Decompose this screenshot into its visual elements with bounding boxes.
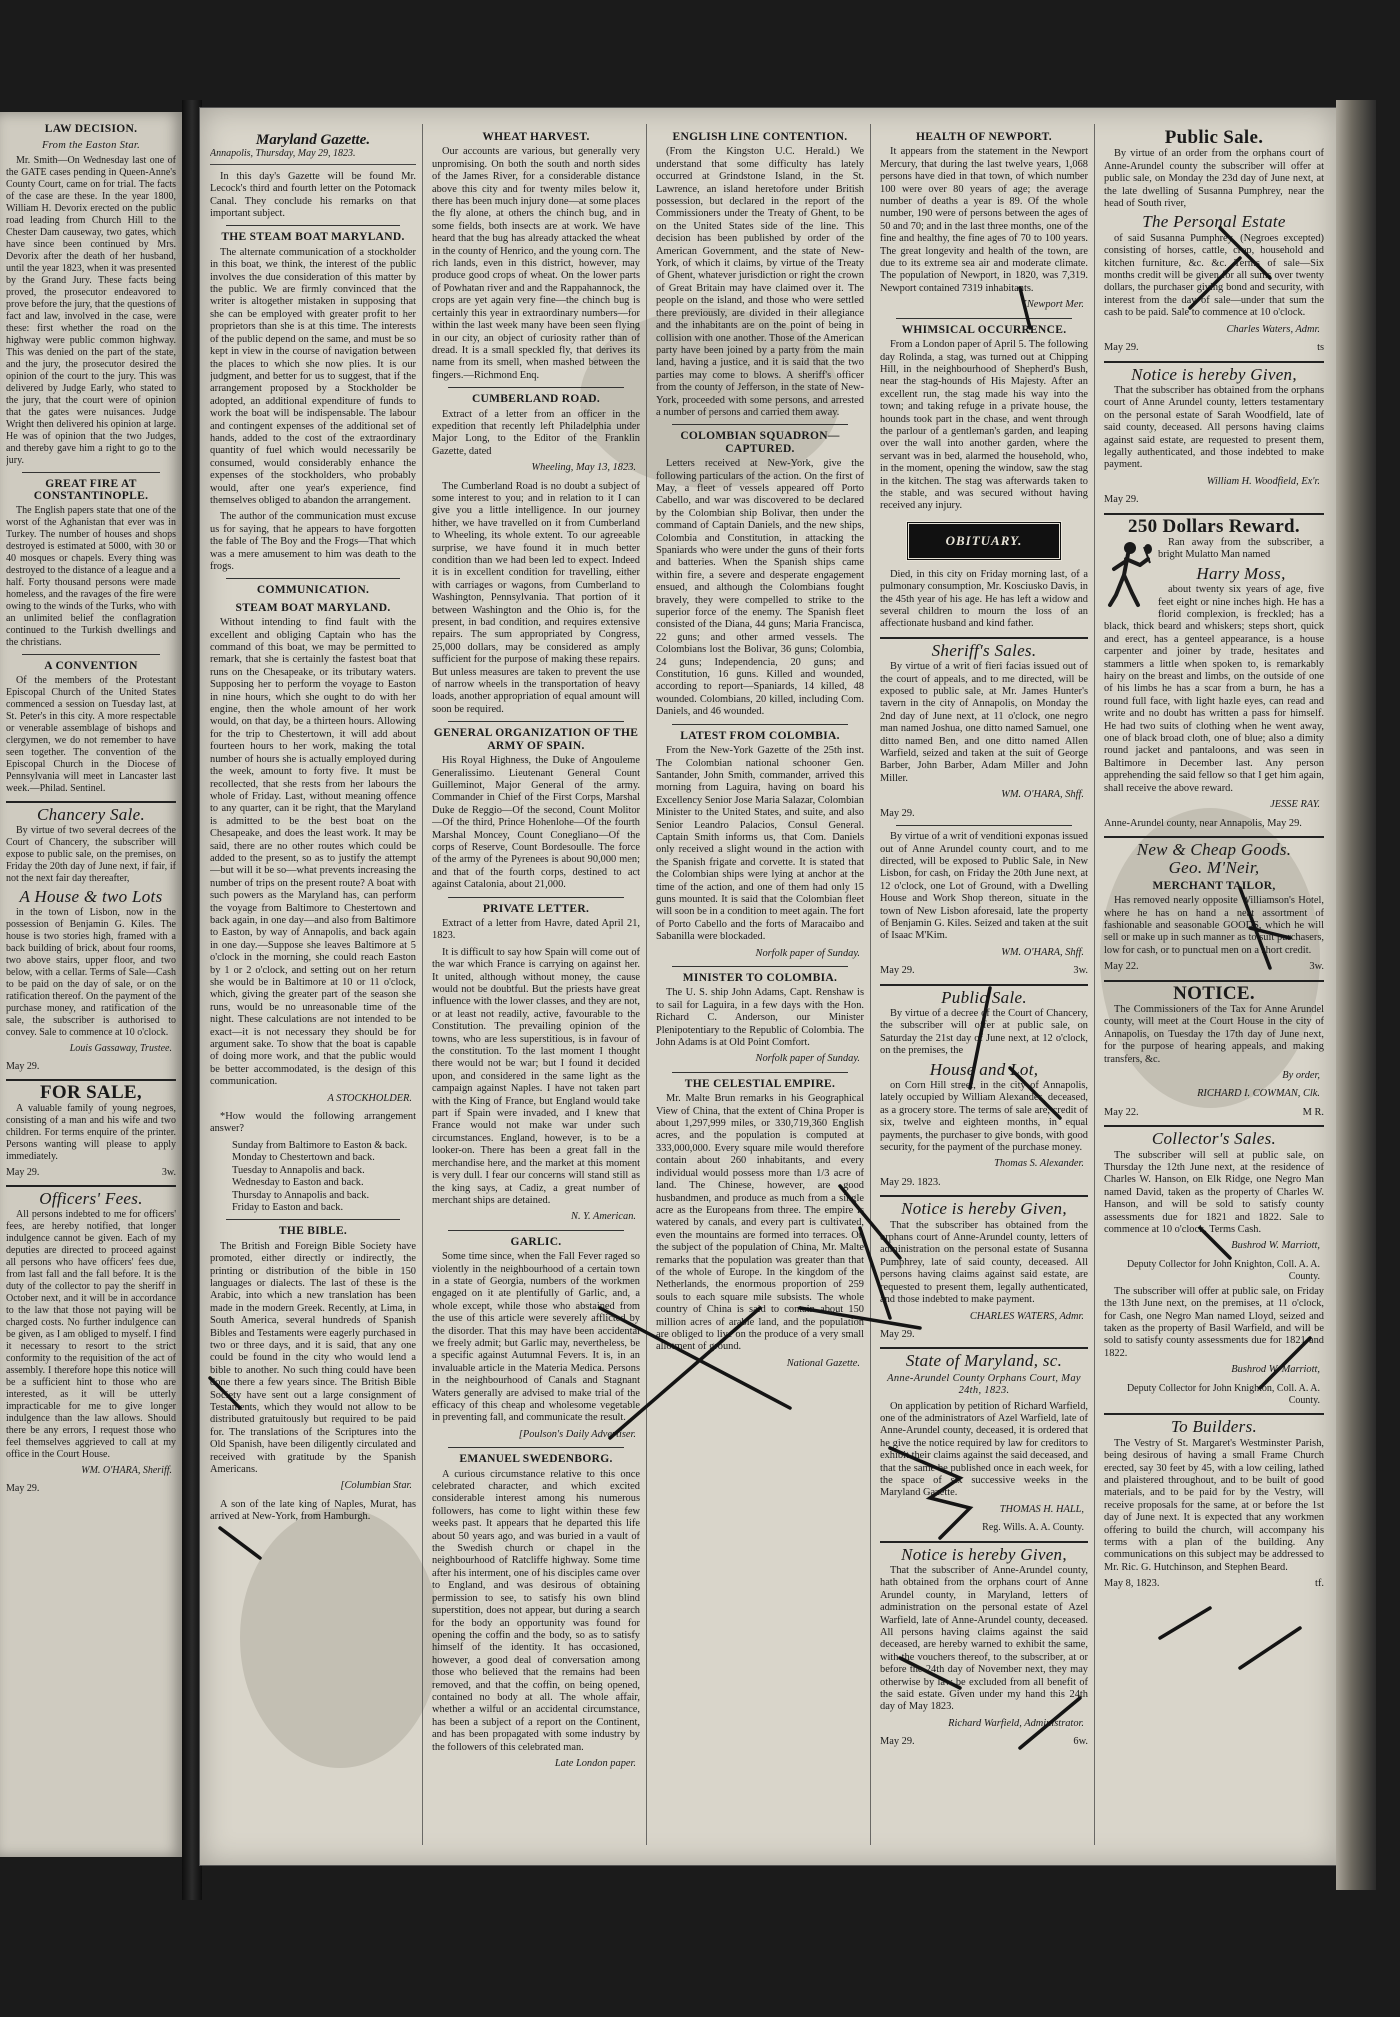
- divider: [672, 424, 848, 425]
- notice-3-signature: RICHARD I. COWMAN, Clk.: [1197, 1088, 1320, 1100]
- public-sale-heading: Public Sale.: [941, 987, 1027, 1007]
- goods-date: May 22. 3w.: [1104, 961, 1324, 973]
- notice-2-text: That the subscriber of Anne-Arundel county, hath obtained from the orphans court of Anne Arundel county, in Maryland, letters of administration on the personal estate of Azel Warfield, late of Anne-Arundel county, deceased. All persons having claims against the said deceased, are hereby warned to exhibit the same, with the vouchers thereof, to the subscriber, at or before the 24th day of November next, they may otherwise by law be excluded from all benefit of the said estate. Given under my hand this 24th day of May 1823.: [880, 1565, 1088, 1713]
- colombian-squadron-heading: COLOMBIAN SQUADRON—CAPTURED.: [680, 430, 840, 455]
- arrangement-line: Friday to Easton and back.: [232, 1201, 344, 1213]
- wheat-text: Our accounts are various, but generally very unpromising. On both the south and north sides of the James River, for a considerable distance above this city and for twenty miles below it, there has been much injury done—at some places the fly alone, at others the chinch bug, and in some fields, both insects are at work. We have heard that the bug has already attacked the wheat in the county of Henrico, and the young corn. The rich lands, even in this district, however, may produce good crops of wheat. On the lower parts of Powhatan river and and the Rappahannock, the crops are yet again very fine—the chinch bug is certainly this year in extraordinary numbers—for within the last week many have been seen flying in our city, an object of curiosity rather than of dread. It is a small speckled fly, that derives its name from its smell, when mashed between the fingers.—Richmond Enq.: [432, 146, 640, 381]
- page-edge: [1336, 100, 1376, 1890]
- divider: [448, 721, 624, 722]
- boundary-heading: ENGLISH LINE CONTENTION.: [672, 131, 848, 143]
- bible-text: The British and Foreign Bible Society have promoted, either directly or indirectly, the printing or distribution of the bible in 150 languages or dialects. The last of these is the Arabic, into which a new translation has been made in the modern Greek. Recently, at Lima, in South America, several hundreds of Spanish Bibles and Testaments were eagerly purchased in two or three days, and it is said, that any one could be found in the city who would lend a bible to another. No such thing could have been done there a few years since. The British Bible Society have sent out a large consignment of Testaments, which they would not allow to be distributed gratuitously but required to be paid for. The translations of the Scriptures into the Old Spanish, have been diligently circulated and received with gratitude by the Spanish Americans.: [210, 1240, 416, 1476]
- collector-heading: Collector's Sales.: [1151, 1129, 1277, 1149]
- chancery-text: By virtue of two several decrees of the Court of Chancery, the subscriber will expose to public sale, on the premises, on Friday the 20th day of June next, if fair, if not the next fair day thereafter,: [6, 825, 176, 884]
- house-date: May 29.: [6, 1061, 40, 1072]
- officers-date: May 29.: [6, 1483, 40, 1494]
- house-lot-heading: House and Lot,: [929, 1059, 1039, 1079]
- final-note: A son of the late king of Naples, Murat, has arrived at New-York, from Hamburgh.: [210, 1498, 416, 1523]
- notice-date: May 29.: [880, 1328, 915, 1340]
- bible-heading: THE BIBLE.: [278, 1225, 348, 1238]
- divider: [22, 654, 160, 655]
- whimsical-text: From a London paper of April 5. The following day Rolinda, a stag, was turned out at Chipping Hill, in the neighbourhood of Shepherd's Bush, near the stag-hounds of His Majesty. After an excellent run, the stag made his way into the town; and taking refuge in a private house, the hounds took part in the chase, and went through the parlour of a gentleman's garden, and leaping over the wall into another garden, where the servant was in bed, alarmed the household, who, in the moment, opening the window, saw the stag in the kitchen. The stag was afterwards taken to the stable, and was secured without having received any injury.: [880, 339, 1088, 512]
- divider: [1104, 513, 1324, 515]
- boundary-text: (From the Kingston U.C. Herald.) We understand that some difficulty has lately occurred at Grindstone Island, in the St. Lawrence, an island heretofore under British possession, but declared in the report of the Commissioners under the Treaty of Ghent, to be on the United States side of the line. This decision has been published by order of the American Government, and the state of New-York, of which it claims, by virtue of the Treaty of Ghent, whatever jurisdiction or right the crown of Great Britain may have claimed over it. The people on the island, and those who were settled there previously, are divided in their allegiance and the inhabitants are on the point of being in collision with one another. Those of the American party have been joined by a party from the main land, having a justice, and it is said that the two parties may come to blows. A sheriff's officer from the county of Jefferson, in the state of New-York, proceeded with some persons, and arrested a number of persons and carried them away.: [656, 146, 864, 418]
- divider: [880, 637, 1088, 639]
- garlic-heading: GARLIC.: [510, 1235, 562, 1248]
- garlic-text: Some time since, when the Fall Fever raged so violently in the neighbourhood of a certain town in a state of Georgia, numbers of the workmen engaged on it ate plentifully of Garlic, and, a whole except, while those who abstained from the use of this article were severely afflicted by the disorder. That this may have been accidental we freely admit; but Garlic may, nevertheless, be a specific against Autumnal Fevers. It is, in an invaluable article in the Materia Medica. Persons in the neighbourhood of Canals and Stagnant Waters generally are advised to make trial of the efficacy of this cheap and wholesome vegetable in preventing fall, and communicate the result.: [432, 1251, 640, 1424]
- goods-heading: New & Cheap Goods.: [1136, 839, 1292, 859]
- arrangement-heading: *How would the following arrangement answer?: [210, 1111, 416, 1135]
- forsale-text: A valuable family of young negroes, consisting of a man and his wife and two children. For terms enquire of the printer. Persons wanting will please to apply immediately.: [6, 1103, 176, 1162]
- divider: [448, 387, 624, 388]
- convention-heading: A CONVENTION: [44, 660, 138, 672]
- goods-text: Has removed nearly opposite Williamson's Hotel, where he has on hand a neat assortment of fashionable and seasonable GOODS, which he will sell or make up in such manner as to suit purchasers, low for cash, or to punctual men on a short credit.: [1104, 895, 1324, 956]
- column-rule: [870, 124, 871, 1845]
- column-3: [656, 126, 864, 1845]
- swedenborg-heading: EMANUEL SWEDENBORG.: [459, 1453, 613, 1466]
- personal-estate-date: May 29. ts: [1104, 342, 1324, 354]
- column-rule: [646, 124, 647, 1845]
- reward-text: Ran away from the subscriber, a bright Mulatto Man named: [1158, 536, 1324, 561]
- sheriff-sales-signature: WM. O'HARA, Shff.: [1001, 789, 1084, 801]
- column-4: [880, 126, 1088, 1845]
- private-letter-heading: PRIVATE LETTER.: [482, 902, 590, 915]
- empire-source: National Gazette.: [786, 1357, 860, 1369]
- divider: [226, 1219, 400, 1220]
- communication-text: Without intending to find fault with the excellent and obliging Captain who has the command of this boat, we may be permitted to remark, that she is certainly the fastest boat that runs on the Chesapeake, or its tributary waters. Supposing her to perform the voyage to Easton in nine hours, which she ought to do with her engine, then the whole amount of her work would, on that day, be a thirteen hours. Allowing for the trip to Chestertown, it will add about fourteen hours to her work, making the total number of hours she is actually employed during the week, amount to forty five. It must be recollected, that she rests from her labours the whole of Friday. Last, without meaning offence to any quarter, can it be right, that the Maryland is admitted to be the best boat on the Chesapeake, and does the least work. It may be said, there are no other routes which could be added to the present, so as to justify the attempt—but will it be so—what prevents increasing the number of trips on the present route? A boat with such powers as the Maryland has, can perform the voyage from Baltimore to Chestertown and back again, in one day—and also from Baltimore to Easton, by way of Annapolis, and back again in one day.—Suppose she leaves Baltimore at 5 o'clock in the morning, she could reach Easton by 1 or 2 o'clock, and setting out on her return she would be in Baltimore at 10 or 11 o'clock, which, giving the greater part of the season she runs, would be no unreasonable time of the night. These calculations are not intended to be exact—it is not necessary they should be for argument sake. To show that the boat is capable of doing more work, and that the public would be better accommodated, is the design of this communication.: [210, 617, 416, 1088]
- reward-text-2: about twenty six years of age, five feet eight or nine inches high. He has a florid complexion, is freckled; has a black, thick beard and whiskers; steps short, quick and erect, has a genteel appearance, is a house carpenter and joiner by trade, hesitates and stammers a little when spoken to, is remarkably hairy on the breast and limbs, on the outside of one of his limbs he has a scar from a burn, he has a round full face, with light hazle eyes, can read and write and no doubt has written a pass for himself. He had two suits of clothing when he went away, one of black broad cloth, one of blue; also a dimity round jacket and pantaloons, and was seen in Baltimore in December last. Any person apprehending the said fellow so that I get him again, shall receive the above reward.: [1104, 584, 1324, 794]
- spain-text: His Royal Highness, the Duke of Angouleme Generalissimo. Lieutenant General Count Guilleminot, Major General of the army. Commander in Chief of the First Corps, Marshal Duke de Reggio—Of the second, Count Molitor—Of the third, Prince Hohenlohe—Of the fourth Marshal Moncey, Count Conegliano—Of the corps of Reserve, Count Bordesoulle. The force of the army of the Pyrenees is about 90,000 men; and that of the fourth corps, destined to act against Catalonia, about 21,000.: [432, 755, 640, 891]
- arrangement-line: Wednesday to Easton and back.: [232, 1177, 364, 1189]
- empire-text: Mr. Malte Brun remarks in his Geographical View of China, that the extent of China Proper is about 1,297,999 miles, or 330,719,360 English acres, and the population is computed at 333,000,000. Every square mile would therefore contain about 260 inhabitants, and every individual would possess more than 1/3 acre of land. The Chinese, however, are good husbandmen, and produce as much from a single acre as the Europeans from three. The empire is watered by canals, and every part is cultivated, even the mountains are formed into terraces. On the subject of the population of China, Mr. Malte remarks that the population was greater than that of the whole of Europe. In the kingdom of the Netherlands, the enormous proportion of 259 souls to each square mile subsists. The whole country of China is said to contain about 150 million acres of arable land, and the population are obliged to live on the produce of a very small allotment of ground.: [656, 1093, 864, 1353]
- divider: [880, 1541, 1088, 1543]
- venditioni-signature: WM. O'HARA, Shff.: [1001, 946, 1084, 958]
- colombian-squadron-text: Letters received at New-York, give the following particulars of the action. On the first of May, a fleet of vessels appeared off Porto Cabello, and war was discovered to be declared by the Colombian ship Bolivar, then under the command of Captain Daniels, and the new ships, Colombia and Constitution, in attacking the Spaniards who were under the guns of their forts and batteries. When the Spanish ships came within fire, a severe and desperate engagement ensued, and although the Colombians fought bravely, they were compelled to strike to the superior force of the enemy. The Spanish fleet consisted of the Diana, 44 guns; Maria Francisca, 22 guns; and other armed vessels. The Colombians lost the Bolivar, 36 guns; Colombia, 24 guns; Independencia, 20 guns; and Constitution, 16 guns. Killed and wounded, according to report—Spaniards, 14 killed, 48 wounded. Colombians, 20 killed, including Com. Daniels, and 46 wounded.: [656, 458, 864, 718]
- wheat-heading: WHEAT HARVEST.: [482, 131, 590, 143]
- health-text: It appears from the statement in the Newport Mercury, that during the last twelve years, 1,068 persons have died in that town, of which number 100 were over 80 years of age; the average number of deaths a year is 89. Of the whole number, 190 were of persons between the ages of 50 and 70; and in the last three months, one of the fine and healthy, the fine ages of 70 to 100 years. The great longevity and health of the town, are due to its extreme sea air and moderate climate. The population of Newport, in 1820, was 7,319. Newport contained 7319 inhabitants.: [880, 146, 1088, 294]
- spain-heading: GENERAL ORGANIZATION OF THE ARMY OF SPAIN.: [433, 727, 639, 752]
- divider: [1104, 836, 1324, 838]
- reward-heading: 250 Dollars Reward.: [1128, 515, 1300, 537]
- latest-colombia-source: Norfolk paper of Sunday.: [755, 947, 860, 959]
- minister-source: Norfolk paper of Sunday.: [755, 1053, 860, 1065]
- runaway-figure-icon: [1104, 539, 1152, 609]
- notice-heading: Notice is hereby Given,: [901, 1199, 1067, 1219]
- minister-text: The U. S. ship John Adams, Capt. Renshaw is to sail for Laguira, in a few days with the Hon. Richard C. Anderson, our Minister Plenipotentiary to the Republic of Colombia. The John Adams is at Old Point Comfort.: [656, 987, 864, 1049]
- divider: [1104, 1125, 1324, 1127]
- law-decision-source: From the Easton Star.: [41, 140, 141, 151]
- notice-3-date: May 22. M R.: [1104, 1106, 1324, 1118]
- forsale-heading: FOR SALE,: [40, 1082, 142, 1103]
- steamboat-heading: THE STEAM BOAT MARYLAND.: [221, 231, 405, 244]
- divider: [226, 225, 400, 226]
- builders-text: The Vestry of St. Margaret's Westminster Parish, being desirous of having a small Frame Church erected, say 30 feet by 45, with a low ceiling, lathed and plaistered throughout, and to be built of good materials, and to be paid for by the Vestry, will receive proposals for the same, at or before the 1st day of June next. It is expected that any workmen offering to build the church, will accompany his terms with a plan of the building. Any communications on this subject may be addressed to Mr. Ric. G. Hutchinson, and Stephen Beard.: [1104, 1437, 1324, 1573]
- divider: [448, 1230, 624, 1231]
- divider: [880, 1347, 1088, 1349]
- divider: [6, 801, 176, 803]
- column-2: [432, 126, 640, 1845]
- state-heading: State of Maryland, sc.: [905, 1351, 1063, 1371]
- notice-2-heading: Notice is hereby Given,: [901, 1544, 1067, 1564]
- column-rule: [1094, 124, 1095, 1845]
- reward-signature: JESSE RAY.: [1270, 799, 1320, 811]
- masthead: Maryland Gazette.: [255, 132, 371, 148]
- divider: [880, 984, 1088, 986]
- steamboat-text: The alternate communication of a stockholder in this boat, we think, the interest of the public involves the due consideration of this matter by the public. We are firmly convinced that the writer is altogether mistaken in supposing that she can be employed with greater profit to her proprietors than she is at this time. The interests of the public depend on the same, and must be so kept in view in the course of navigation between the places to which she now plies. It is our judgment, and better for us to suggest, that if the arrangement proposed by a Stockholder be adopted, an additional expenditure of funds to work the boat will be indispensable. The labour and contingent expenses of the additional set of hands, added to the cost of the extraordinary quantity of fuel which would necessarily be consumed, would considerably enhance the expenses of the stockholders, who probably would, after one year's experience, find themselves obliged to abandon the arrangement.: [210, 246, 416, 506]
- divider: [672, 724, 848, 725]
- state-subheading: Anne-Arundel County Orphans Court, May 24th, 1823.: [887, 1372, 1081, 1397]
- house-lot-date: May 29. 1823.: [880, 1176, 941, 1188]
- arrangement-line: Sunday from Baltimore to Easton & back.: [232, 1139, 408, 1151]
- officers-text: All persons indebted to me for officers' fees, are hereby notified, that longer indulgence cannot be given. Each of my deputies are directed to proceed against all persons who have officers' fees due, from last fall and the fall before. It is the duty of the collector to pay the sheriff in October next, and it will be in accordance to the law that those not paying will be charged costs. No further indulgence can be given, as I am obliged to myself. I find it necessary to resort to the strict conformity to the requisition of the act of assembly. I therefore hope this notice will be a sufficient hint to those who are interested, as it will be utterly impracticable for me to give longer indulgence than the law allows. Should there be any errors, I request those who feel themselves aggrieved to call at my office in the Court House.: [6, 1209, 176, 1460]
- public-sale-text: By virtue of an order from the orphans court of Anne-Arundel county the subscriber will offer at public sale, on Monday the 23d day of June next, at the late dwelling of Susanna Pumphrey, near the head of South river,: [1104, 148, 1324, 210]
- goods-title: MERCHANT TAILOR,: [1152, 879, 1276, 892]
- officers-signature: WM. O'HARA, Sheriff.: [81, 1465, 172, 1476]
- house-heading: A House & two Lots: [19, 887, 163, 906]
- dateline: Annapolis, Thursday, May 29, 1823.: [210, 148, 416, 164]
- divider: [1104, 361, 1324, 363]
- house-lot-text: on Corn Hill street, in the city of Annapolis, lately occupied by William Alexander, deceased, as a grocery store. The terms of sale are, credit of six, twelve and eighteen months, in equal payments, the purchaser to give bonds, with good security, for the payment of the purchase money.: [880, 1080, 1088, 1154]
- divider: [226, 578, 400, 579]
- house-text: in the town of Lisbon, now in the possession of Benjamin G. Kiles. The house is two stories high, framed with a back building of brick, about four rooms, two above stairs, upper floor, and two below, with a cellar. Terms of Sale—Cash to be paid on the day of sale, or on the ratification thereof. On the payment of the purchase money, and ratification of the sale, the subscriber is authorised to convey. Sale to commence at 10 o'clock.: [6, 907, 176, 1038]
- cumberland-intro: Extract of a letter from an officer in the expedition that recently left Philadelphia under Major Long, to the Editor of the Franklin Gazette, dated: [432, 408, 640, 457]
- arrangement-list: [210, 1140, 416, 1214]
- cumberland-heading: CUMBERLAND ROAD.: [471, 393, 601, 406]
- sheriff-sales-date: May 29.: [880, 807, 915, 819]
- goods-name: Geo. M'Neir,: [1168, 858, 1260, 878]
- arrangement-line: Thursday to Annapolis and back.: [232, 1189, 370, 1201]
- steamboat-text-2: The author of the communication must excuse us for saying, that he appears to have forgotten the fable of The Boy and the Frogs—That which was a mere amusement to him was death to the frogs.: [210, 511, 416, 572]
- public-sale-text: By virtue of a decree of the Court of Chancery, the subscriber will offer at public sale, on Saturday the 21st day of June next, at 12 o'clock, on the premises, the: [880, 1007, 1088, 1057]
- divider: [672, 966, 848, 967]
- left-page-fragment: [0, 112, 182, 1857]
- fire-text: The English papers state that one of the worst of the Aghanistan that ever was in Turkey. The number of houses and shops destroyed is estimated at 5000, with 30 or 40 mosques or chapels. Every thing was destroyed to the distance of a league and a half. Forty thousand persons were made homeless, and the ravages of the fire were owing to the winds of the Turks, who with an unlimited belief the conflagration continued to the Turkish dwellings and the christians.: [6, 505, 176, 648]
- state-text: On application by petition of Richard Warfield, one of the administrators of Azel Warfield, late of Anne-Arundel county, deceased, it is ordered that he give the notice required by law for creditors to exhibit their claims against the said deceased, and that the same be published once in each week, for the space of six successive weeks in the Maryland Gazette.: [880, 1400, 1088, 1499]
- binding-gutter: [182, 100, 202, 1900]
- communication-heading: COMMUNICATION.: [256, 584, 370, 597]
- divider: [1104, 980, 1324, 982]
- notice-signature: William H. Woodfield, Ex'r.: [1206, 475, 1320, 487]
- divider: [22, 472, 160, 473]
- collector-text: The subscriber will sell at public sale, on Thursday the 12th June next, at the residence of Charles W. Hanson, on Elk Ridge, one Negro Man named David, taken as the property of Charles W. Hanson, and will be sold to satisfy county assessments due for 1821 and 1822. Sale to commence at 10 o'clock. Terms Cash.: [1104, 1149, 1324, 1236]
- swedenborg-source: Late London paper.: [554, 1757, 636, 1769]
- divider: [448, 897, 624, 898]
- arrangement-line: Tuesday to Annapolis and back.: [232, 1164, 365, 1176]
- divider: [896, 318, 1072, 319]
- reward-name: Harry Moss,: [1196, 563, 1286, 583]
- cumberland-date: Wheeling, May 13, 1823.: [531, 462, 636, 474]
- whimsical-heading: WHIMSICAL OCCURRENCE.: [901, 323, 1067, 336]
- officers-heading: Officers' Fees.: [39, 1189, 143, 1208]
- empire-heading: THE CELESTIAL EMPIRE.: [684, 1077, 836, 1090]
- fire-heading: GREAT FIRE AT CONSTANTINOPLE.: [33, 478, 149, 502]
- latest-colombia-heading: LATEST FROM COLOMBIA.: [680, 729, 840, 742]
- intro-text: In this day's Gazette will be found Mr. Lecock's third and fourth letter on the Potomack Canal. They conclude his remarks on that important subject.: [210, 170, 416, 220]
- divider: [1104, 1413, 1324, 1415]
- garlic-source: [Poulson's Daily Advertiser.: [518, 1428, 636, 1440]
- column-1: [210, 132, 416, 1845]
- notice-2-date: May 29. 6w.: [880, 1736, 1088, 1748]
- notice-signature: CHARLES WATERS, Admr.: [969, 1310, 1084, 1322]
- arrangement-line: Monday to Chestertown and back.: [232, 1152, 375, 1164]
- column-rule: [422, 124, 423, 1845]
- swedenborg-text: A curious circumstance relative to this once celebrated character, and which excited considerable interest among his numerous followers, has come to light within these few weeks past. It appears that he departed this life about 50 years ago, and was buried in a vault of the Swedish church or chapel in the neighbourhood of Ratcliffe highway. Some time after his interment, one of his disciples came over to England, and was desirous of obtaining permission to see, to satisfy his own blind superstition, does not appear, but during a search for the body an opportunity was found for opening the coffin and the body, so as to satisfy himself of the identity. It has occasioned, however, a good deal of conversation among those who believed that the remains had been removed, and that the coffin, on being opened, contained no body at all. The whole affair, whether a wilful or an accidental circumstance, has been a subject of a report on the Continent, and has been propagated with some industry by the followers of this celebrated man.: [432, 1468, 640, 1753]
- law-decision-text: Mr. Smith—On Wednesday last one of the GATE cases pending in Queen-Anne's County Court, came on for trial. The facts of the case are these. In the year 1800, William H. Devorix erected on the public road leading from Church Hill to the Chester Dam causeway, two gates, which have since been continued by Mrs. Devorix after the death of her husband, until the year 1823, when it was presented by the Grand Jury. These facts being proved, the prosecutor endeavored to prove before the jury, that the questions of fact and law, involved in the case, were these: first whether the road on the highway were public common highway. This was denied on the part of the state, and the jury, the prosecutor desired the opinion of the court to the jury. This was delivered by Judge Early, who stated to the jury, that the court were of opinion that the gates were nuisances. Judge Wright then delivered his opinion at large. He was of opinion that the two Judges, and thereby gave him a right to go to the jury.: [6, 155, 176, 466]
- notice-2-signature: Richard Warfield, Administrator.: [948, 1717, 1084, 1729]
- notice-date: May 29.: [1104, 494, 1139, 506]
- reward-place: Anne-Arundel county, near Annapolis, May 29.: [1104, 817, 1302, 829]
- main-page: [200, 108, 1336, 1865]
- notice-text: That the subscriber has obtained from the orphans court of Anne-Arundel county, letters of administration on the personal estate of Susanna Pumphrey, late of said county, deceased. All persons having claims against said estate, are requested to present them, legally authenticated, and those indebted to make payment.: [880, 1219, 1088, 1306]
- notice-3-heading: NOTICE.: [1173, 982, 1255, 1004]
- sheriff-sales-heading: Sheriff's Sales.: [931, 640, 1037, 660]
- divider: [880, 1195, 1088, 1197]
- column-5: [1104, 126, 1324, 1845]
- public-sale-heading: Public Sale.: [1164, 127, 1264, 148]
- health-source: [Newport Mer.: [1022, 299, 1084, 311]
- collector-signature: Bushrod W. Marriott,: [1231, 1240, 1320, 1252]
- latest-colombia-text: From the New-York Gazette of the 25th inst. The Colombian national schooner Gen. Santander, John Smith, commander, arrived this morning from Laguira, having on board his Excellency Senior Jose Maria Salazar, Colombian Minister to the United States, and suite, and also Senior Leandro Palacios, Consul General. Captain Smith informs us, that Com. Daniels only received a slight wound in the action with the Spanish frigate and corvette. It is stated that the Colombian ships were lying at anchor at the time of the action, and one of them had only 15 guns mounted. It is said that the Colombian fleet will soon be in a condition to meet again. The fort of Porto Cabello and the forts of Maracaibo and Sabanilla were blockaded.: [656, 745, 864, 943]
- private-letter-intro: Extract of a letter from Havre, dated April 21, 1823.: [432, 917, 640, 942]
- law-decision-heading: LAW DECISION.: [44, 123, 138, 135]
- private-letter-text: It is difficult to say how Spain will come out of the war which France is carrying on against her. It united, although without money, the cause would not be doubtful. But the priests have great influence with the lower classes, and they are not, or at least not readily, active, favourable to the Constitution. The prevailing opinion of the towns, who are less superstitious, is in favour of the constitution. To the last moment I thought there would not be war; but I found it decided upon, and considered in the same light as the campaign against Naples. I have not taken part with the King of France, but England would take part if Spain were invaded, and I knew that France would not make war under such circumstances. England, however, is to be a looker-on. There has been a great fall in the merchandise here, and the market at this moment is very dull. I fear our concerns will stand still as the king says, at Cadiz, a great number of merchant ships are detained.: [432, 946, 640, 1206]
- personal-estate-signature: Charles Waters, Admr.: [1226, 323, 1320, 335]
- left-page-column: [6, 118, 176, 1837]
- personal-estate-heading: The Personal Estate: [1142, 212, 1286, 232]
- collector-2-text: The subscriber will offer at public sale, on Friday the 13th June next, on the premises, at 11 o'clock, for Cash, one Negro Man named Lloyd, seized and taken as the property of Basil Warfield, and will be sold to satisfy county assessments due for 1821 and 1822.: [1104, 1285, 1324, 1359]
- house-lot-signature: Thomas S. Alexander.: [994, 1158, 1084, 1170]
- obituary-banner: OBITUARY.: [906, 521, 1062, 561]
- divider: [672, 1072, 848, 1073]
- health-heading: HEALTH OF NEWPORT.: [916, 131, 1052, 143]
- notice-3-text: The Commissioners of the Tax for Anne Arundel county, will meet at the Court House in the city of Annapolis, on Tuesday the 17th day of June next, for the purpose of hearing appeals, and making transfers, &c.: [1104, 1003, 1324, 1065]
- state-signature: THOMAS H. HALL,: [999, 1503, 1084, 1515]
- builders-heading: To Builders.: [1170, 1417, 1258, 1437]
- venditioni-text: By virtue of a writ of venditioni exponas issued out of Anne Arundel county court, and to me directed, will be exposed to Public Sale, in New Lisbon, for cash, on Friday the 20th June next, at 12 o'clock, one Lot of Ground, with a Dwelling House and Work Shop thereon, situate in the town of New Lisbon aforesaid, late the property of Benjamin G. Kiles. Seized and taken at the suit of Isaac M'Kim.: [880, 831, 1088, 942]
- private-letter-source: N. Y. American.: [571, 1211, 636, 1223]
- venditioni-date: May 29. 3w.: [880, 965, 1088, 977]
- collector-2-signature: Bushrod W. Marriott,: [1231, 1364, 1320, 1376]
- divider: [448, 1447, 624, 1448]
- convention-text: Of the members of the Protestant Episcopal Church of the United States commenced a session on Tuesday last, at St. Peter's in this city. A more respectable or venerable assemblage of bishops and clergymen, we do not remember to have seen together. The convention of the Episcopal Church in the Diocese of Pennsylvania will meet in Lancaster last week.—Philad. Sentinel.: [6, 675, 176, 794]
- communication-subheading: STEAM BOAT MARYLAND.: [235, 601, 391, 614]
- divider: [6, 1185, 176, 1187]
- divider: [6, 1079, 176, 1081]
- forsale-date: May 29. 3w.: [6, 1167, 176, 1178]
- cumberland-text: The Cumberland Road is no doubt a subject of some interest to you; and in relation to it I can give you a little intelligence. In our journey hither, we have travelled on it from Cumberland to Wheeling, its whole extent. To our agreeable surprise, we have found it in much better condition than we had been led to expect. Indeed it is in excellent condition for travelling, either with carriages or wagons, from Cumberland to Washington, Pennsylvania. That portion of it between Washington and the Ohio is, for the present, in bad condition, and requires extensive repairs. The sum appropriated by Congress, 25,000 dollars, may be considered as amply sufficient for the purpose of making these repairs. But unless measures are taken to prevent the use of narrow wheels in the transportation of heavy loads, another appropriation of equal amount will soon be required.: [432, 480, 640, 715]
- chancery-heading: Chancery Sale.: [36, 805, 146, 824]
- builders-date: May 8, 1823. tf.: [1104, 1578, 1324, 1590]
- notice-3-by: By order,: [1282, 1070, 1320, 1081]
- notice-text: That the subscriber has obtained from the orphans court of Anne Arundel county, letters testamentary on the personal estate of Sarah Woodfield, late of said county, deceased. All persons having claims against said estate, are requested to present them, legally authenticated, and those indebted to make payment.: [1104, 384, 1324, 471]
- state-signature-title: Reg. Wills. A. A. County.: [982, 1522, 1084, 1534]
- notice-heading: Notice is hereby Given,: [1131, 364, 1297, 384]
- minister-heading: MINISTER TO COLOMBIA.: [682, 972, 838, 984]
- personal-estate-text: of said Susanna Pumphrey, (Negroes excepted) consisting of horses, cattle, crop, household and kitchen furniture, &c. &c. Terms of sale—Six months credit will be given for all sums over twenty dollars, the purchaser giving bond and security, with interest from the day of sale—under that sum the cash to be paid. Sale to commence at 10 o'clock.: [1104, 232, 1324, 319]
- communication-signature: A STOCKHOLDER.: [327, 1092, 412, 1104]
- collector-2-signature-title: Deputy Collector for John Knighton, Coll. A. A. County.: [1126, 1382, 1320, 1406]
- divider: [896, 825, 1072, 826]
- bible-source: [Columbian Star.: [340, 1480, 412, 1492]
- collector-signature-title: Deputy Collector for John Knighton, Coll. A. A. County.: [1126, 1258, 1320, 1283]
- sheriff-sales-text: By virtue of a writ of fieri facias issued out of the court of appeals, and to me directed, will be exposed to public sale, at Mr. James Hunter's tavern in the city of Annapolis, on Monday the 2nd day of June next, at 11 o'clock, one negro man named Joshua, one ditto named Samuel, one ditto named Ben, and one ditto named Allen Warfield, seized and taken at the suit of George Barber, John Barber, Adam Miller and John Miller.: [880, 661, 1088, 784]
- house-signature: Louis Gassaway, Trustee.: [69, 1043, 172, 1054]
- obituary-text: Died, in this city on Friday morning last, of a pulmonary consumption, Mr. Kosciusko Davis, in the 45th year of his age. He has left a widow and several children to mourn the loss of an affectionate husband and kind father.: [880, 568, 1088, 630]
